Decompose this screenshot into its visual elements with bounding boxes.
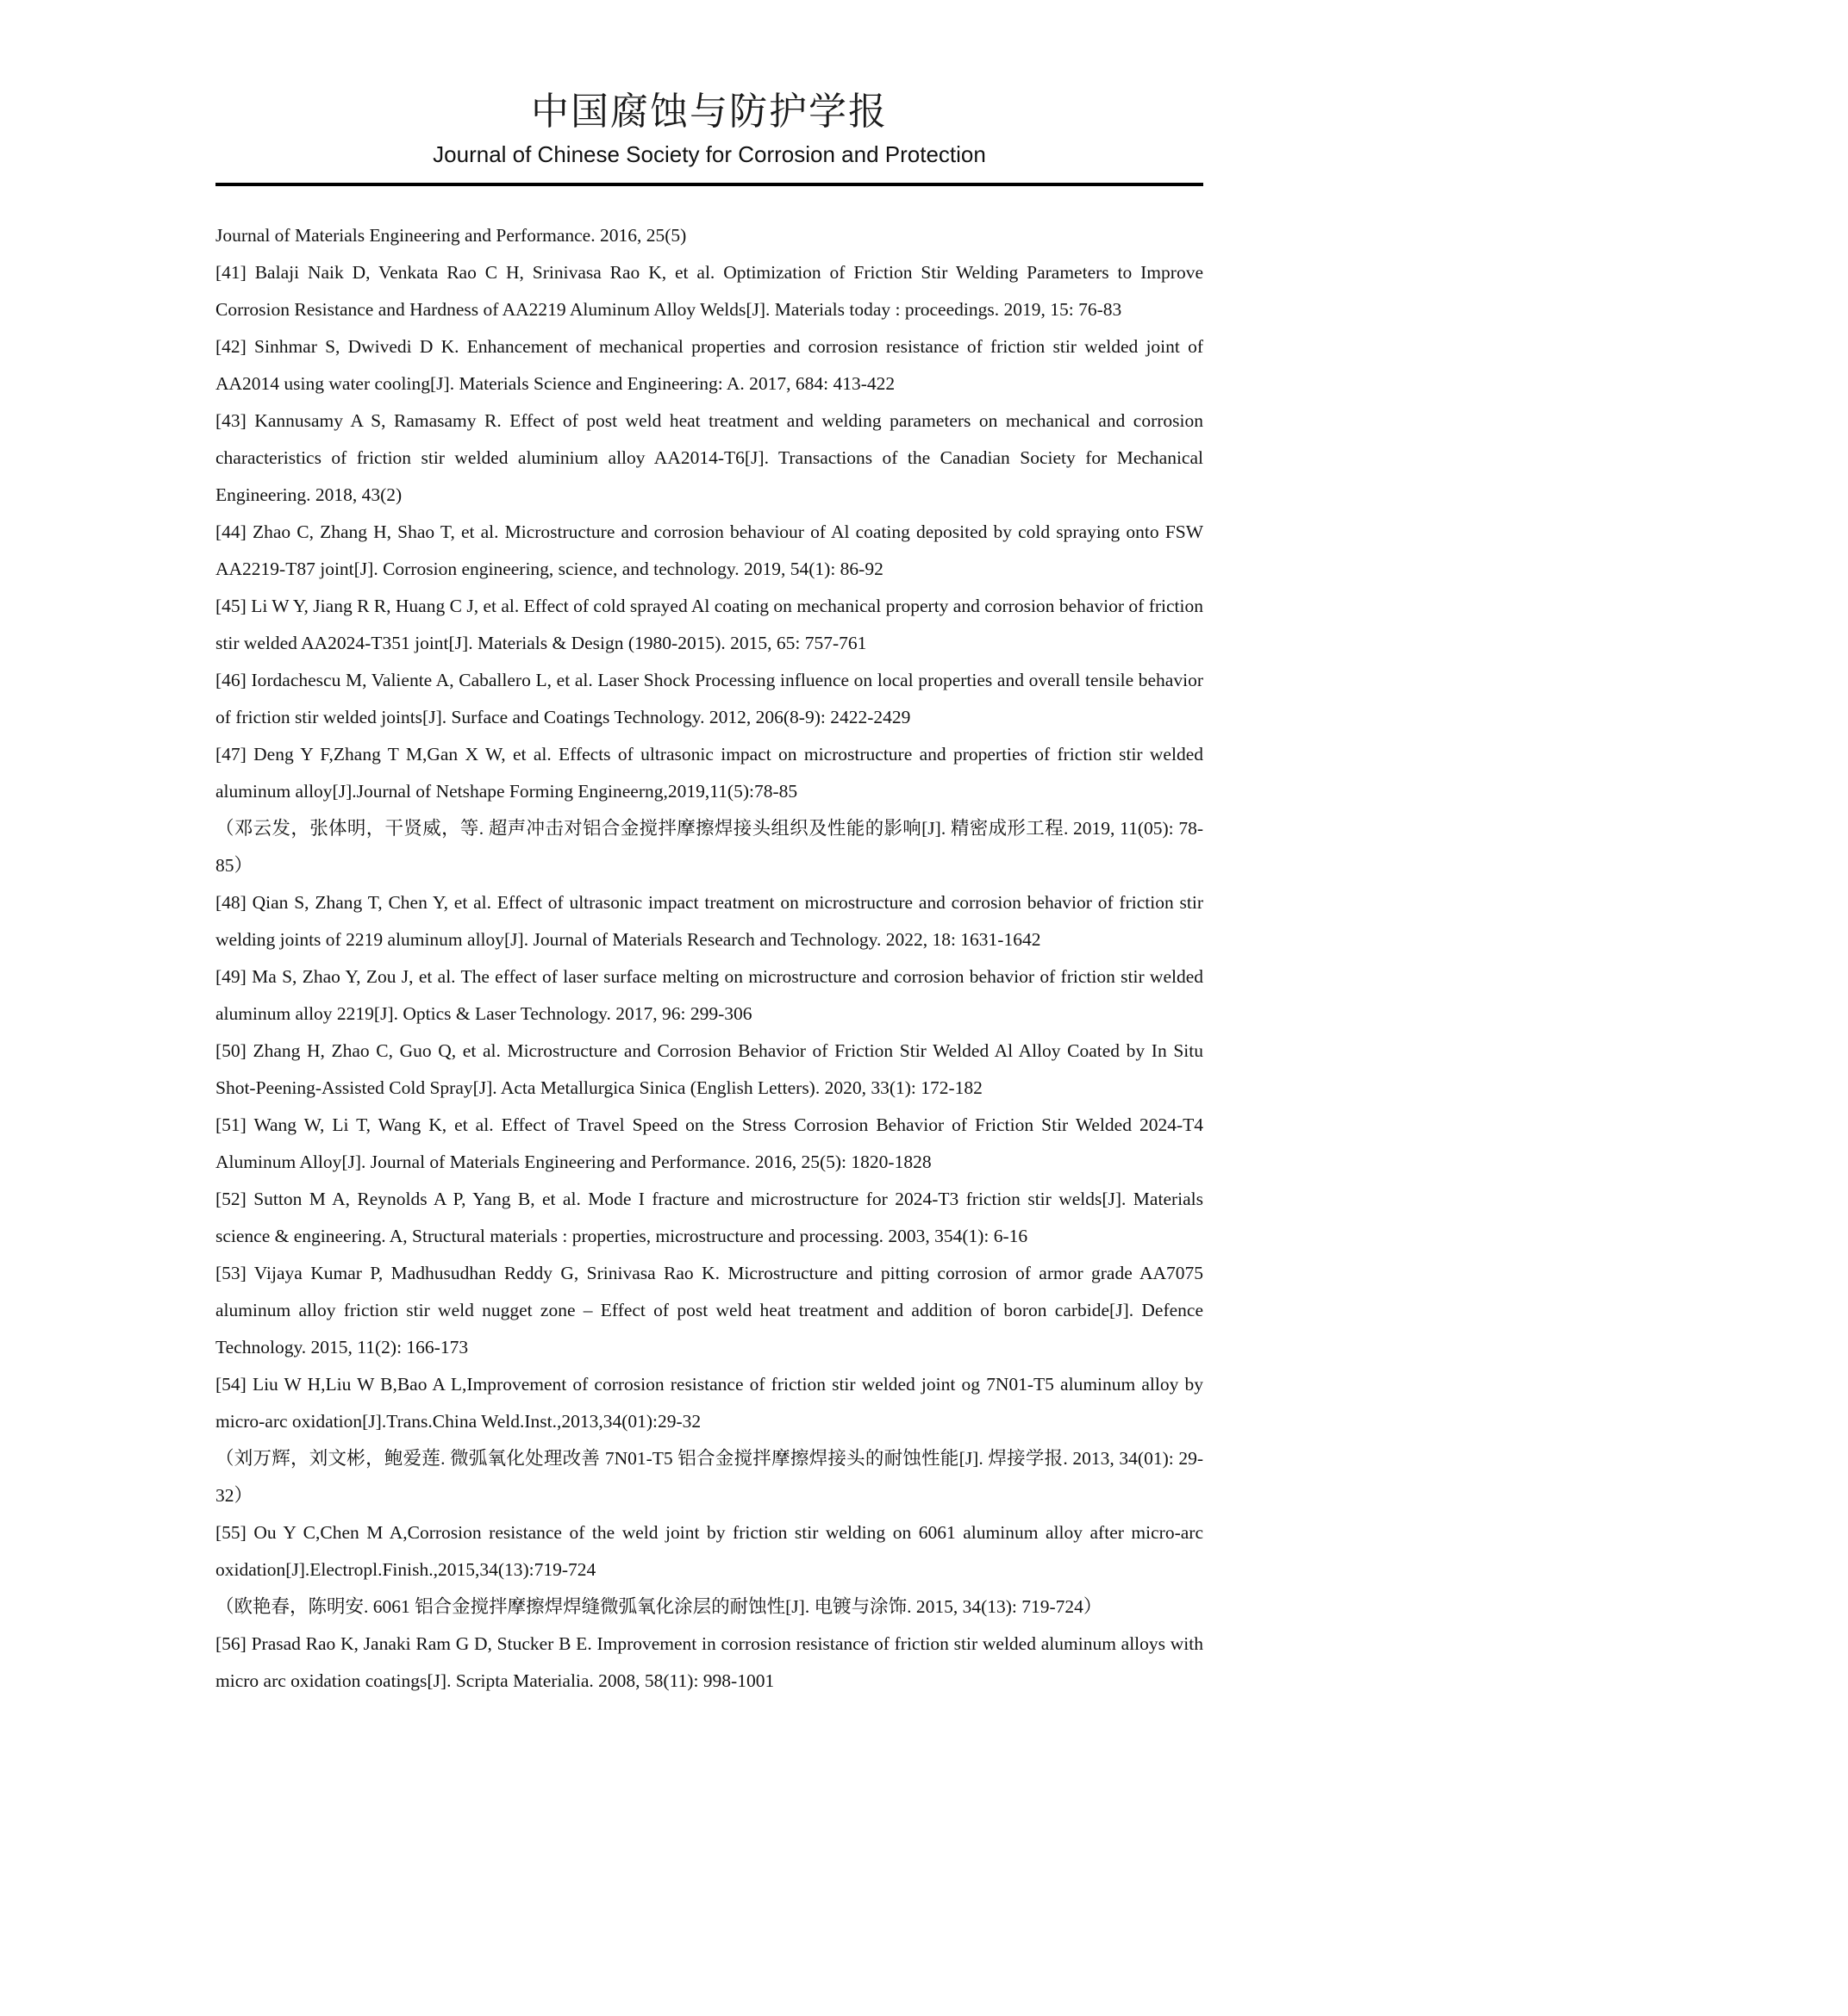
journal-title-english: Journal of Chinese Society for Corrosion and Protection: [433, 141, 986, 167]
reference-item: [47] Deng Y F,Zhang T M,Gan X W, et al. Effects of ultrasonic impact on microstructure and properties of friction stir welded aluminum alloy[J].Journal of Netshape Forming Engineerng,2019,11(5):78-85: [215, 744, 1203, 802]
reference-item: [42] Sinhmar S, Dwivedi D K. Enhancement of mechanical properties and corrosion resistance of friction stir welded joint of AA2014 using water cooling[J]. Materials Science and Engineering: A. 2017, 684: 413-422: [215, 336, 1203, 394]
reference-item: [54] Liu W H,Liu W B,Bao A L,Improvement of corrosion resistance of friction stir welded joint og 7N01-T5 aluminum alloy by micro-arc oxidation[J].Trans.China Weld.Inst.,2013,34(01):29-32: [215, 1374, 1203, 1432]
reference-item: [55] Ou Y C,Chen M A,Corrosion resistance of the weld joint by friction stir welding on 6061 aluminum alloy after micro-arc oxidation[J].Electropl.Finish.,2015,34(13):719-724: [215, 1522, 1203, 1580]
reference-item: [46] Iordachescu M, Valiente A, Caballero L, et al. Laser Shock Processing influence on local properties and overall tensile behavior of friction stir welded joints[J]. Surface and Coatings Technology. 2012, 206(8-9): 2422-2429: [215, 670, 1203, 727]
reference-item: [52] Sutton M A, Reynolds A P, Yang B, et al. Mode I fracture and microstructure for 2024-T3 friction stir welds[J]. Materials science & engineering. A, Structural materials : properties, microstructure and processing. 2003, 354(1): 6-16: [215, 1189, 1203, 1246]
journal-title-chinese: 中国腐蚀与防护学报: [531, 91, 888, 133]
reference-item: [50] Zhang H, Zhao C, Guo Q, et al. Microstructure and Corrosion Behavior of Friction Stir Welded Al Alloy Coated by In Situ Shot-Peening-Assisted Cold Spray[J]. Acta Metallurgica Sinica (English Letters). 2020, 33(1): 172-182: [215, 1040, 1203, 1098]
reference-item: [49] Ma S, Zhao Y, Zou J, et al. The effect of laser surface melting on microstructure and corrosion behavior of friction stir welded aluminum alloy 2219[J]. Optics & Laser Technology. 2017, 96: 299-306: [215, 966, 1203, 1024]
reference-item: （刘万辉，刘文彬，鲍爱莲. 微弧氧化处理改善 7N01-T5 铝合金搅拌摩擦焊接头的耐蚀性能[J]. 焊接学报. 2013, 34(01): 29-32）: [215, 1448, 1203, 1506]
reference-item: [53] Vijaya Kumar P, Madhusudhan Reddy G, Srinivasa Rao K. Microstructure and pitting corrosion of armor grade AA7075 aluminum alloy friction stir weld nugget zone – Effect of post weld heat treatment and addition of boron carbide[J]. Defence Technology. 2015, 11(2): 166-173: [215, 1263, 1203, 1358]
reference-item: Journal of Materials Engineering and Performance. 2016, 25(5): [215, 225, 687, 246]
page-content: [215, 86, 1203, 1700]
reference-item: [51] Wang W, Li T, Wang K, et al. Effect of Travel Speed on the Stress Corrosion Behavior of Friction Stir Welded 2024-T4 Aluminum Alloy[J]. Journal of Materials Engineering and Performance. 2016, 25(5): 1820-1828: [215, 1114, 1203, 1172]
journal-header: [215, 86, 1203, 186]
reference-item: [41] Balaji Naik D, Venkata Rao C H, Srinivasa Rao K, et al. Optimization of Friction Stir Welding Parameters to Improve Corrosion Resistance and Hardness of AA2219 Aluminum Alloy Welds[J]. Materials today : proceedings. 2019, 15: 76-83: [215, 262, 1203, 320]
reference-item: [44] Zhao C, Zhang H, Shao T, et al. Microstructure and corrosion behaviour of Al coating deposited by cold spraying onto FSW AA2219-T87 joint[J]. Corrosion engineering, science, and technology. 2019, 54(1): 86-92: [215, 521, 1203, 579]
references-list: [215, 217, 1203, 1700]
reference-item: [56] Prasad Rao K, Janaki Ram G D, Stucker B E. Improvement in corrosion resistance of friction stir welded aluminum alloys with micro arc oxidation coatings[J]. Scripta Materialia. 2008, 58(11): 998-1001: [215, 1633, 1203, 1691]
reference-item: [45] Li W Y, Jiang R R, Huang C J, et al. Effect of cold sprayed Al coating on mechanical property and corrosion behavior of friction stir welded AA2024-T351 joint[J]. Materials & Design (1980-2015). 2015, 65: 757-761: [215, 596, 1203, 653]
header-divider-rule: [215, 183, 1203, 186]
reference-item: （邓云发，张体明，干贤威，等. 超声冲击对铝合金搅拌摩擦焊接头组织及性能的影响[J]. 精密成形工程. 2019, 11(05): 78-85）: [215, 818, 1203, 876]
reference-item: （欧艳春，陈明安. 6061 铝合金搅拌摩擦焊焊缝微弧氧化涂层的耐蚀性[J]. 电镀与涂饰. 2015, 34(13): 719-724）: [215, 1596, 1102, 1617]
reference-item: [43] Kannusamy A S, Ramasamy R. Effect of post weld heat treatment and welding parameters on mechanical and corrosion characteristics of friction stir welded aluminium alloy AA2014-T6[J]. Transactions of the Canadian Society for Mechanical Engineering. 2018, 43(2): [215, 410, 1203, 505]
reference-item: [48] Qian S, Zhang T, Chen Y, et al. Effect of ultrasonic impact treatment on microstructure and corrosion behavior of friction stir welding joints of 2219 aluminum alloy[J]. Journal of Materials Research and Technology. 2022, 18: 1631-1642: [215, 892, 1203, 950]
